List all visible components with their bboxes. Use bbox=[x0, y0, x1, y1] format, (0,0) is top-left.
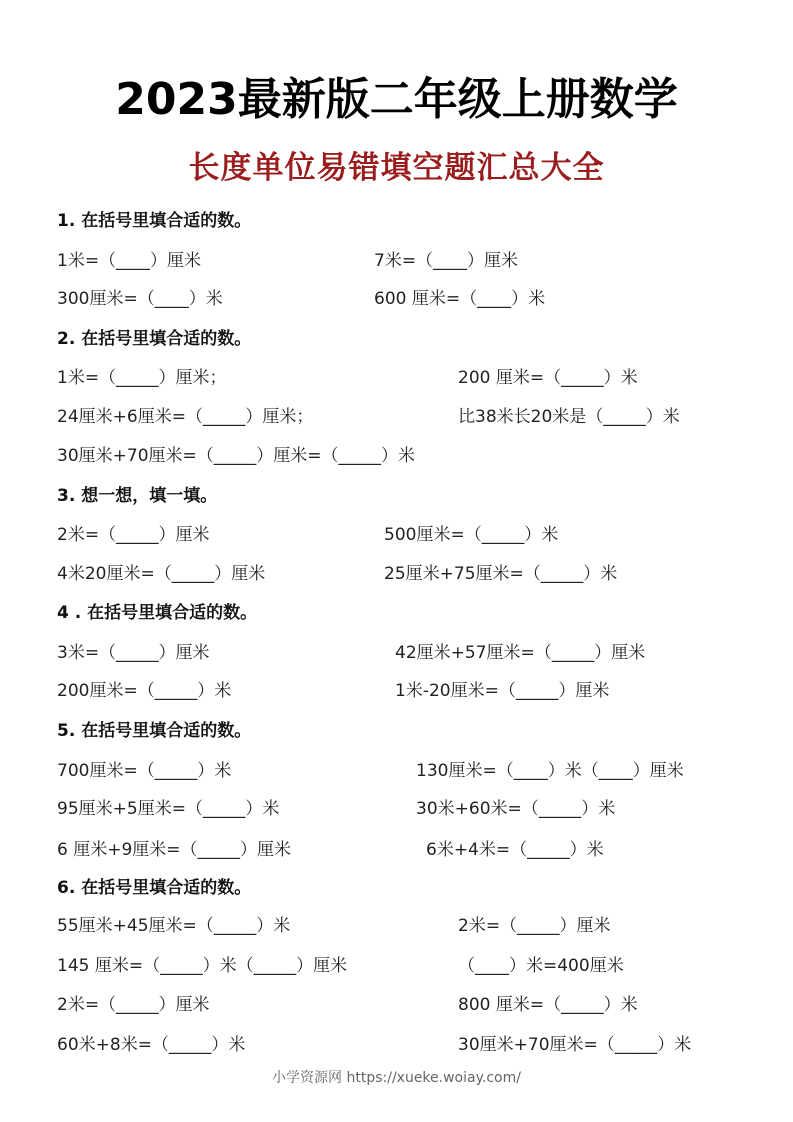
question-item: 3米=（_____）厘米 bbox=[57, 643, 210, 663]
question-item: 2米=（_____）厘米 bbox=[458, 916, 611, 936]
question-item: 4米20厘米=（_____）厘米 bbox=[57, 564, 266, 584]
question-item: 130厘米=（____）米（____）厘米 bbox=[416, 761, 684, 781]
question-item: 6米+4米=（_____）米 bbox=[426, 840, 604, 860]
question-item: 800 厘米=（_____）米 bbox=[458, 995, 638, 1015]
question-item: 24厘米+6厘米=（_____）厘米； bbox=[57, 407, 314, 427]
question-item: 60米+8米=（_____）米 bbox=[57, 1035, 246, 1055]
question-item: 30米+60米=（_____）米 bbox=[416, 799, 616, 819]
question-item: 2米=（_____）厘米 bbox=[57, 995, 210, 1015]
footer-watermark: 小学资源网 https://xueke.woiay.com/ bbox=[272, 1070, 521, 1086]
section-4-heading: 4 . 在括号里填合适的数。 bbox=[57, 603, 258, 623]
question-item: 500厘米=（_____）米 bbox=[384, 525, 559, 545]
question-item: 700厘米=（_____）米 bbox=[57, 761, 232, 781]
question-item: 7米=（____）厘米 bbox=[374, 251, 519, 271]
section-6-heading: 6. 在括号里填合适的数。 bbox=[57, 878, 252, 898]
question-item: 1米-20厘米=（_____）厘米 bbox=[395, 681, 610, 701]
question-item: 145 厘米=（_____）米（_____）厘米 bbox=[57, 956, 348, 976]
question-item: 1米=（_____）厘米； bbox=[57, 368, 227, 388]
question-item: （____）米=400厘米 bbox=[458, 956, 624, 976]
question-item: 42厘米+57厘米=（_____）厘米 bbox=[395, 643, 646, 663]
question-item: 30厘米+70厘米=（_____）米 bbox=[458, 1035, 692, 1055]
question-item: 比38米长20米是（_____）米 bbox=[458, 407, 680, 427]
question-item: 200厘米=（_____）米 bbox=[57, 681, 232, 701]
document-title: 2023最新版二年级上册数学 bbox=[115, 74, 678, 125]
question-item: 300厘米=（____）米 bbox=[57, 289, 223, 309]
question-item: 30厘米+70厘米=（_____）厘米=（_____）米 bbox=[57, 446, 415, 466]
question-item: 200 厘米=（_____）米 bbox=[458, 368, 638, 388]
question-item: 55厘米+45厘米=（_____）米 bbox=[57, 916, 291, 936]
section-2-heading: 2. 在括号里填合适的数。 bbox=[57, 329, 252, 349]
question-item: 1米=（____）厘米 bbox=[57, 251, 202, 271]
document-subtitle: 长度单位易错填空题汇总大全 bbox=[188, 150, 605, 186]
question-item: 600 厘米=（____）米 bbox=[374, 289, 546, 309]
section-3-heading: 3. 想一想，填一填。 bbox=[57, 486, 218, 506]
question-item: 95厘米+5厘米=（_____）米 bbox=[57, 799, 280, 819]
question-item: 25厘米+75厘米=（_____）米 bbox=[384, 564, 618, 584]
section-5-heading: 5. 在括号里填合适的数。 bbox=[57, 721, 252, 741]
question-item: 6 厘米+9厘米=（_____）厘米 bbox=[57, 840, 292, 860]
question-item: 2米=（_____）厘米 bbox=[57, 525, 210, 545]
section-1-heading: 1. 在括号里填合适的数。 bbox=[57, 211, 252, 231]
